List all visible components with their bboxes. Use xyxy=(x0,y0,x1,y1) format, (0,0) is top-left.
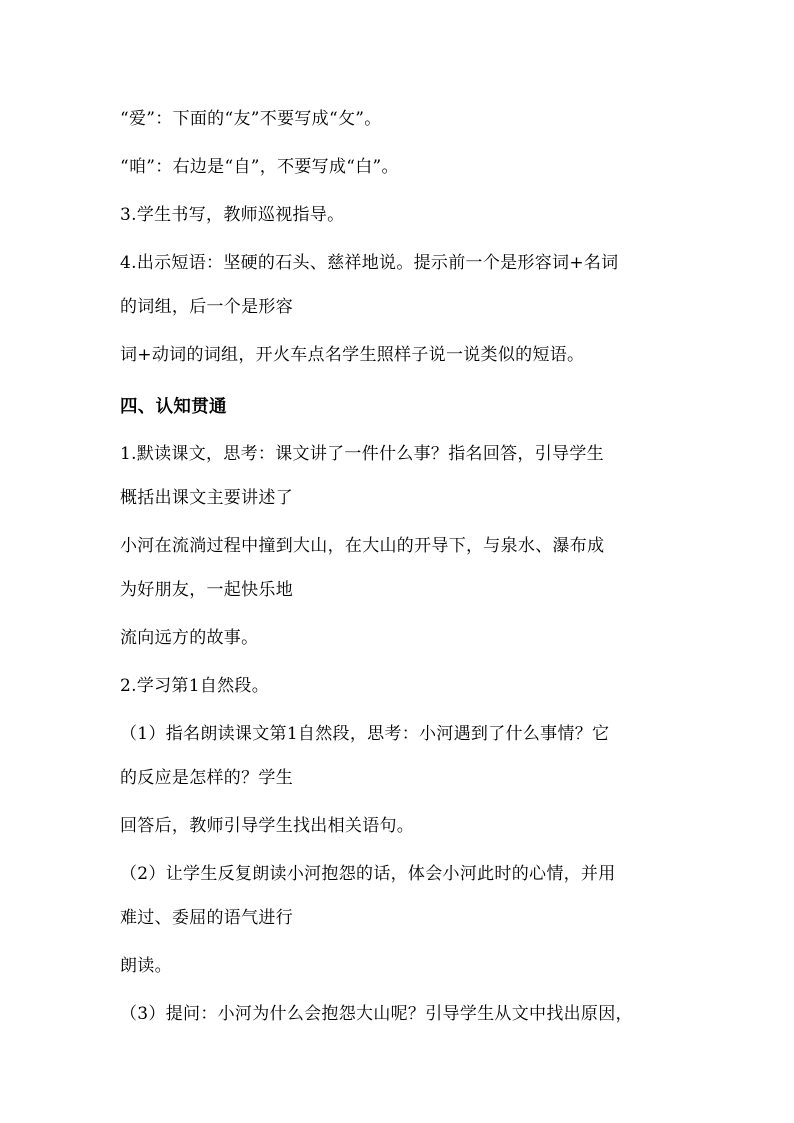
text-line-sub-2: （2）让学生反复朗读小河抱怨的话，体会小河此时的心情，并用 xyxy=(120,864,616,884)
text-line-item-2: 2.学习第1自然段。 xyxy=(120,676,270,696)
text-line-item-1: 1.默读课文，思考：课文讲了一件什么事？指名回答，引导学生 xyxy=(120,444,604,464)
text-line-zan-char-note: “咱”：右边是“自”，不要写成“白”。 xyxy=(120,157,399,177)
text-line-sub-1-cont: 的反应是怎样的？学生 xyxy=(120,768,293,788)
text-line-step-4-cont2: 词+动词的词组，开火车点名学生照样子说一说类似的短语。 xyxy=(120,345,585,365)
text-line-step-4-cont: 的词组，后一个是形容 xyxy=(120,297,293,317)
text-line-sub-2-cont: 难过、委屈的语气进行 xyxy=(120,908,293,928)
text-line-story-summary: 小河在流淌过程中撞到大山，在大山的开导下，与泉水、瀑布成 xyxy=(120,536,605,556)
text-line-step-4: 4.出示短语：坚硬的石头、慈祥地说。提示前一个是形容词+名词 xyxy=(120,253,619,273)
text-line-step-3: 3.学生书写，教师巡视指导。 xyxy=(120,205,345,225)
text-line-sub-2-end: 朗读。 xyxy=(120,956,172,976)
text-line-ai-char-note: “爱”：下面的“友”不要写成“攵”。 xyxy=(120,109,382,129)
text-line-sub-1: （1）指名朗读课文第1自然段，思考：小河遇到了什么事情？它 xyxy=(120,724,610,744)
text-line-story-summary-cont: 为好朋友，一起快乐地 xyxy=(120,580,293,600)
text-line-story-summary-end: 流向远方的故事。 xyxy=(120,628,259,648)
section-heading: 四、认知贯通 xyxy=(120,397,227,417)
text-line-sub-1-end: 回答后，教师引导学生找出相关语句。 xyxy=(120,816,415,836)
text-line-item-1-cont: 概括出课文主要讲述了 xyxy=(120,488,293,508)
text-line-sub-3: （3）提问：小河为什么会抱怨大山呢？引导学生从文中找出原因， xyxy=(120,1004,633,1024)
